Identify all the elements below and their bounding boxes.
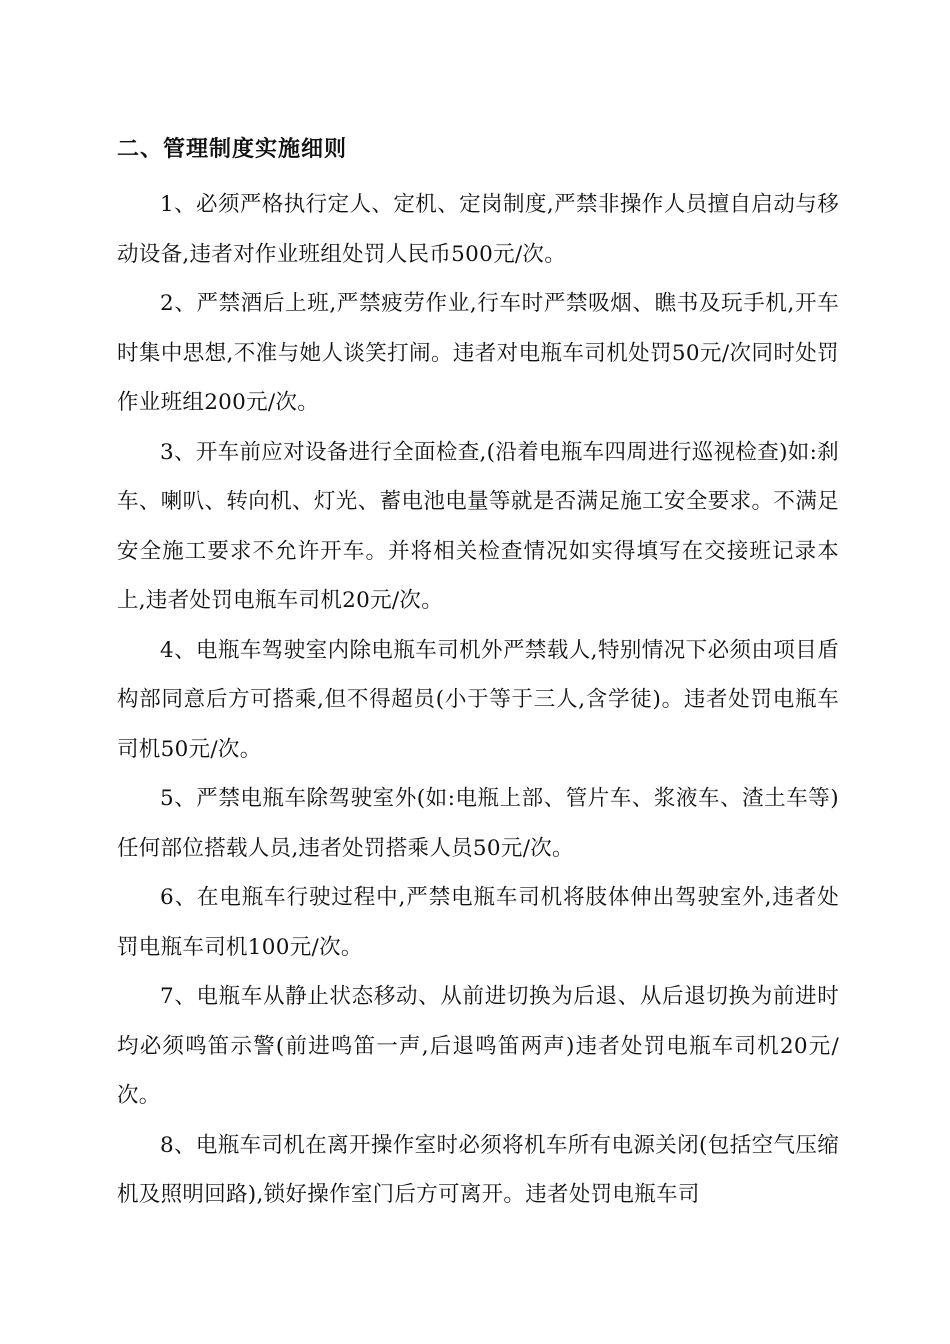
rule-item-6: 6、在电瓶车行驶过程中,严禁电瓶车司机将肢体伸出驾驶室外,违者处罚电瓶车司机100元/次。	[117, 885, 839, 960]
rule-item-5: 5、严禁电瓶车除驾驶室外(如:电瓶上部、管片车、浆液车、渣土车等)任何部位搭载人员,违者处罚搭乘人员50元/次。	[117, 786, 839, 861]
rule-item-3: 3、开车前应对设备进行全面检查,(沿着电瓶车四周进行巡视检查)如:刹车、喇叭、转向机、灯光、蓄电池电量等就是否满足施工安全要求。不满足安全施工要求不允许开车。并将相关检查情况如实得填写在交接班记录本上,违者处罚电瓶车司机20元/次。	[117, 439, 839, 613]
section-title: 二、管理制度实施细则	[117, 136, 348, 162]
rule-item-4: 4、电瓶车驾驶室内除电瓶车司机外严禁载人,特别情况下必须由项目盾构部同意后方可搭乘,但不得超员(小于等于三人,含学徒)。违者处罚电瓶车司机50元/次。	[117, 637, 839, 762]
rule-item-1: 1、必须严格执行定人、定机、定岗制度,严禁非操作人员擅自启动与移动设备,违者对作业班组处罚人民币500元/次。	[117, 192, 839, 267]
rule-item-2: 2、严禁酒后上班,严禁疲劳作业,行车时严禁吸烟、瞧书及玩手机,开车时集中思想,不准与她人谈笑打闹。违者对电瓶车司机处罚50元/次同时处罚作业班组200元/次。	[117, 291, 839, 415]
rules-body	[117, 180, 839, 1220]
rule-item-8: 8、电瓶车司机在离开操作室时必须将机车所有电源关闭(包括空气压缩机及照明回路),锁好操作室门后方可离开。违者处罚电瓶车司	[117, 1132, 839, 1207]
rule-item-7: 7、电瓶车从静止状态移动、从前进切换为后退、从后退切换为前进时均必须鸣笛示警(前进鸣笛一声,后退鸣笛两声)违者处罚电瓶车司机20元/次。	[117, 984, 839, 1108]
